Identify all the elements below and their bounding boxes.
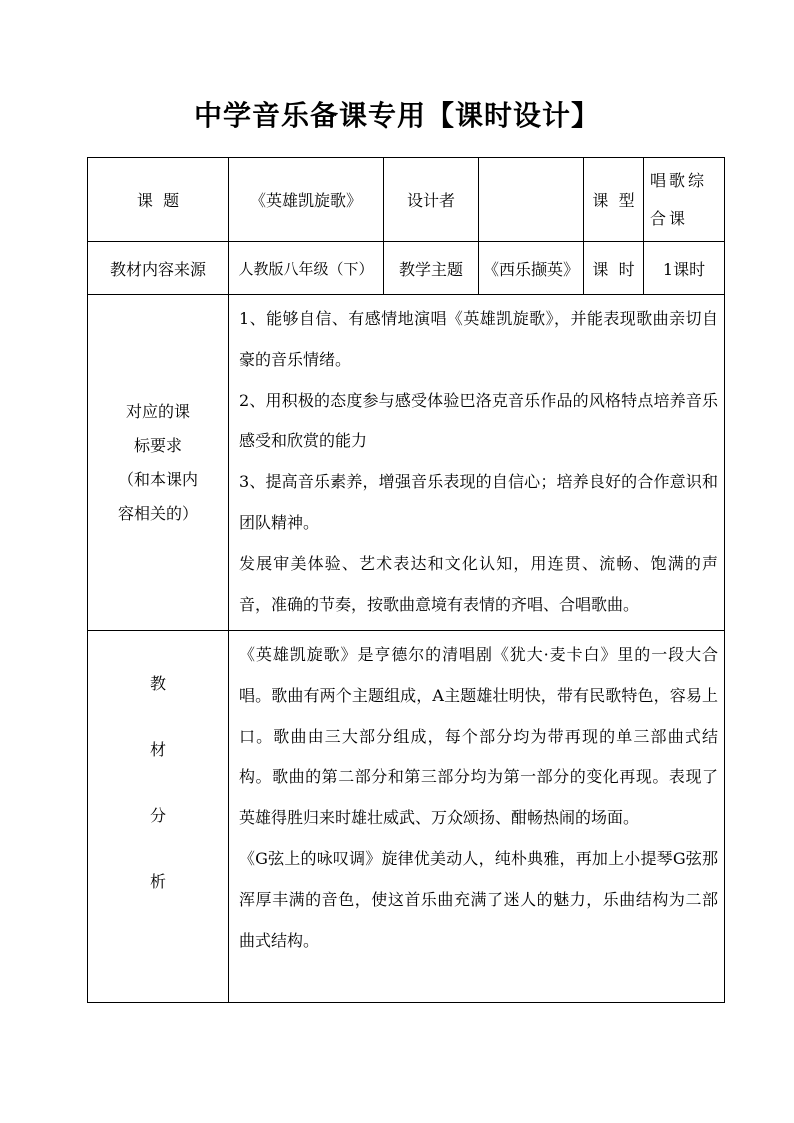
analysis-label-char: 材 <box>149 740 166 759</box>
hours-label: 课 时 <box>584 242 644 295</box>
requirement-item: 2、用积极的态度参与感受体验巴洛克音乐作品的风格特点培养音乐感受和欣赏的能力 <box>239 390 718 451</box>
table-row <box>88 631 725 1003</box>
type-label: 课 型 <box>584 158 644 242</box>
analysis-label-char: 析 <box>149 872 166 891</box>
type-value <box>644 158 725 242</box>
requirements-label-line2: 标要求 <box>133 435 182 455</box>
requirement-item: 发展审美体验、艺术表达和文化认知，用连贯、流畅、饱满的声音，准确的节奏，按歌曲意境有表情的齐唱、合唱歌曲。 <box>239 553 718 614</box>
analysis-label <box>88 631 229 1003</box>
theme-label: 教学主题 <box>384 242 479 295</box>
topic-label: 课 题 <box>88 158 229 242</box>
analysis-label-char: 教 <box>149 674 166 693</box>
topic-value: 《英雄凯旋歌》 <box>229 158 384 242</box>
requirements-label-line3: （和本课内 <box>117 469 198 489</box>
source-label: 教材内容来源 <box>88 242 229 295</box>
theme-value: 《西乐撷英》 <box>479 242 584 295</box>
page-title: 中学音乐备课专用【课时设计】 <box>193 99 600 132</box>
analysis-label-char: 分 <box>149 806 166 825</box>
designer-value <box>479 158 584 242</box>
type-value-line2: 合课 <box>650 208 689 228</box>
table-row <box>88 242 725 295</box>
analysis-paragraph: 《G弦上的咏叹调》旋律优美动人，纯朴典雅，再加上小提琴G弦那浑厚丰满的音色，使这首乐曲充满了迷人的魅力，乐曲结构为二部曲式结构。 <box>239 848 718 950</box>
lesson-table <box>87 157 725 1003</box>
analysis-content <box>229 631 725 1003</box>
designer-label: 设计者 <box>384 158 479 242</box>
requirements-label <box>88 295 229 631</box>
table-row <box>88 295 725 631</box>
table-row <box>88 158 725 242</box>
requirements-label-line1: 对应的课 <box>125 401 190 421</box>
requirements-content <box>229 295 725 631</box>
hours-value: 1课时 <box>644 242 725 295</box>
requirements-label-line4: 容相关的） <box>117 503 198 523</box>
type-value-line1: 唱歌综 <box>650 170 708 190</box>
requirement-item: 3、提高音乐素养，增强音乐表现的自信心；培养良好的合作意识和团队精神。 <box>239 472 718 532</box>
source-value: 人教版八年级（下） <box>229 242 384 295</box>
requirement-item: 1、能够自信、有感情地演唱《英雄凯旋歌》，并能表现歌曲亲切自豪的音乐情绪。 <box>239 309 718 369</box>
analysis-paragraph: 《英雄凯旋歌》是亨德尔的清唱剧《犹大·麦卡白》里的一段大合唱。歌曲有两个主题组成，A主题雄壮明快，带有民歌特色，容易上口。歌曲由三大部分组成，每个部分均为带再现的单三部曲式结构。歌曲的第二部分和第三部分均为第一部分的变化再现。表现了英雄得胜归来时雄壮威武、万众颂扬、酣畅热闹的场面。 <box>239 645 718 828</box>
